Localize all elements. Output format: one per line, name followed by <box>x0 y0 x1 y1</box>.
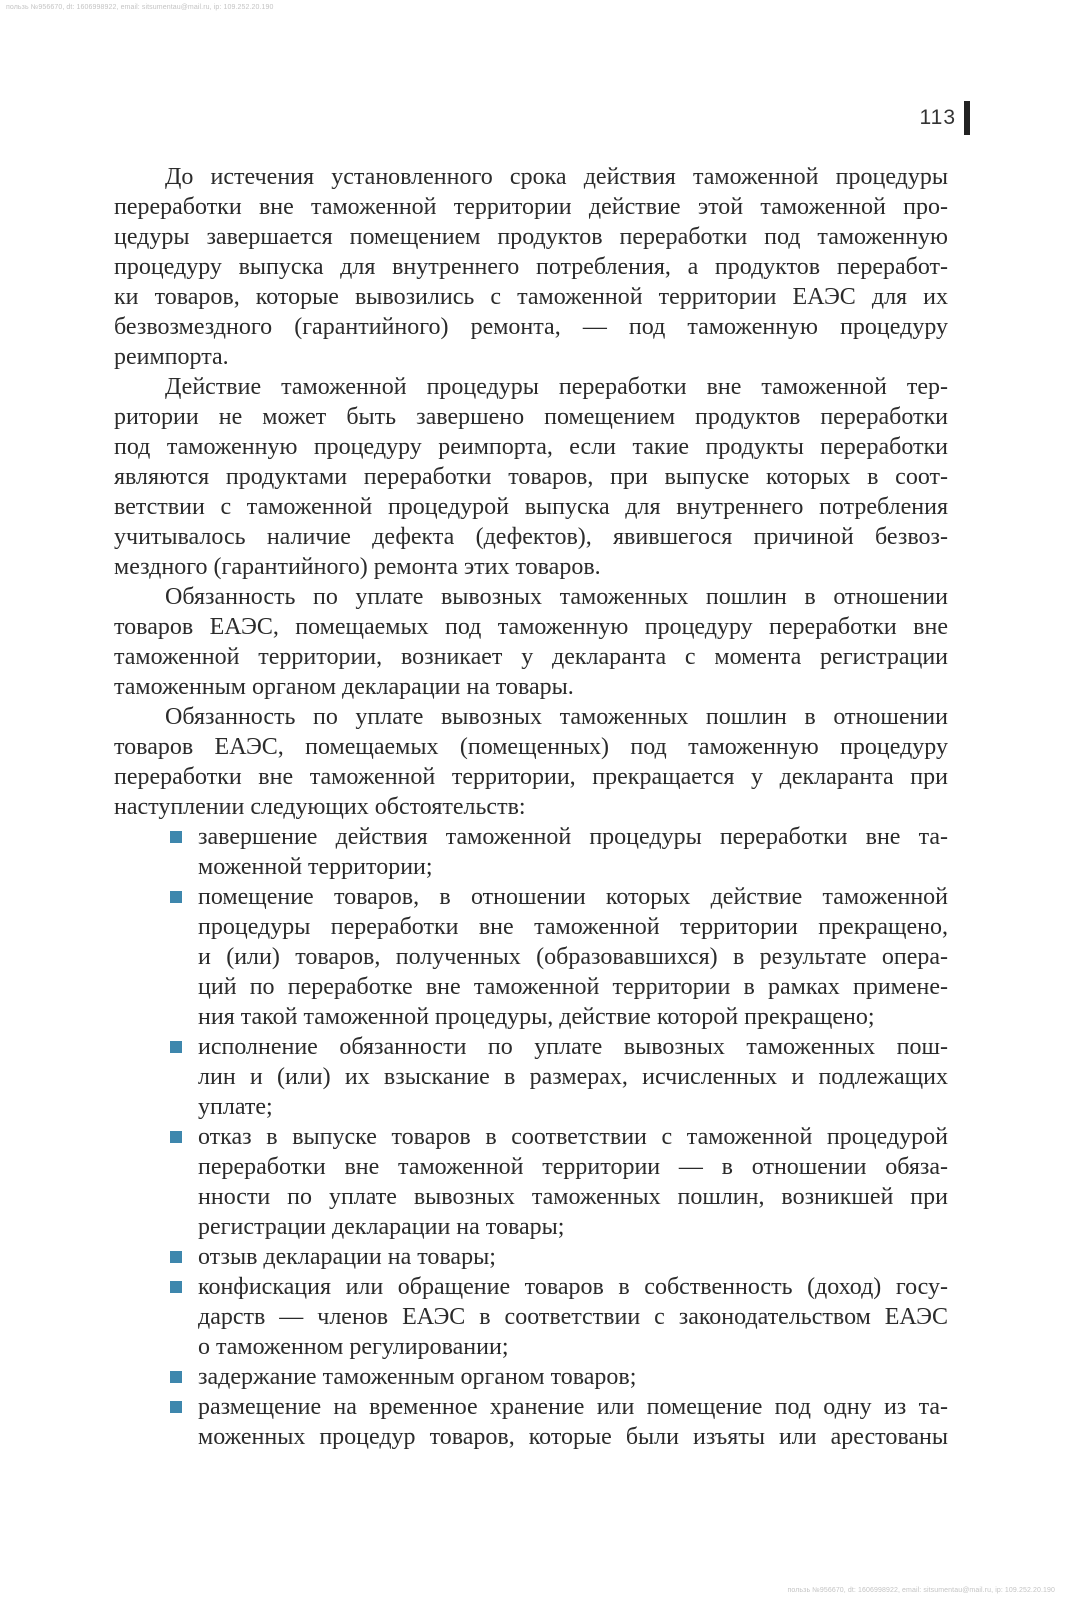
list-item-line <box>114 882 948 912</box>
paragraph-line: переработки вне таможенной территории, прекращается у декларанта при <box>114 764 948 790</box>
list-item-line <box>114 1182 948 1212</box>
list-item-text: нности по уплате вывозных таможенных пошлин, возникшей при <box>198 1184 948 1210</box>
list-item-text: исполнение обязанности по уплате вывозных таможенных пош- <box>198 1034 948 1060</box>
list-item-text: и (или) товаров, полученных (образовавшихся) в результате опера- <box>198 944 948 970</box>
list-item-text: ния такой таможенной процедуры, действие которой прекращено; <box>198 1004 875 1030</box>
bullet-list <box>114 822 948 1452</box>
list-item-line <box>114 1392 948 1422</box>
page-header <box>920 101 970 135</box>
paragraph-line: товаров ЕАЭС, помещаемых под таможенную процедуру переработки вне <box>114 614 948 640</box>
paragraph-line: под таможенную процедуру реимпорта, если такие продукты переработки <box>114 434 948 460</box>
paragraph-line: Обязанность по уплате вывозных таможенных пошлин в отношении <box>165 704 948 730</box>
list-item-text: уплате; <box>198 1094 273 1120</box>
paragraph-line: товаров ЕАЭС, помещаемых (помещенных) под таможенную процедуру <box>114 734 948 760</box>
square-bullet-icon <box>170 831 182 843</box>
paragraph-line: Обязанность по уплате вывозных таможенных пошлин в отношении <box>165 584 948 610</box>
paragraph-line: учитывалось наличие дефекта (дефектов), явившегося причиной безвоз- <box>114 524 948 550</box>
list-item-text: регистрации декларации на товары; <box>198 1214 565 1240</box>
list-item-line <box>114 1302 948 1332</box>
list-item-line <box>114 1272 948 1302</box>
list-item <box>114 1392 948 1452</box>
list-item-text: помещение товаров, в отношении которых действие таможенной <box>198 884 948 910</box>
list-item-text: процедуры переработки вне таможенной территории прекращено, <box>198 914 948 940</box>
paragraph-line: наступлении следующих обстоятельств: <box>114 794 526 820</box>
list-item-line <box>114 942 948 972</box>
list-item-text: конфискация или обращение товаров в собственность (доход) госу- <box>198 1274 948 1300</box>
paragraph <box>114 162 948 372</box>
list-item-text: ций по переработке вне таможенной территории в рамках примене- <box>198 974 948 1000</box>
square-bullet-icon <box>170 1371 182 1383</box>
list-item-line <box>114 852 948 882</box>
page-number-bar <box>964 101 970 135</box>
paragraph-line: цедуры завершается помещением продуктов переработки под таможенную <box>114 224 948 250</box>
paragraph-line: безвозмездного (гарантийного) ремонта, — под таможенную процедуру <box>114 314 948 340</box>
page-body <box>114 162 948 1452</box>
list-item-line <box>114 972 948 1002</box>
list-item-text: отзыв декларации на товары; <box>198 1244 496 1270</box>
list-item-line <box>114 1032 948 1062</box>
list-item-line <box>114 1212 948 1242</box>
paragraph-line: ки товаров, которые вывозились с таможенной территории ЕАЭС для их <box>114 284 948 310</box>
list-item-line <box>114 1332 948 1362</box>
paragraph-line: мездного (гарантийного) ремонта этих товаров. <box>114 554 601 580</box>
list-item-text: о таможенном регулировании; <box>198 1334 509 1360</box>
square-bullet-icon <box>170 1131 182 1143</box>
list-item-text: завершение действия таможенной процедуры переработки вне та- <box>198 824 948 850</box>
list-item-line <box>114 1062 948 1092</box>
paragraph <box>114 582 948 702</box>
paragraph-line: являются продуктами переработки товаров, при выпуске которых в соот- <box>114 464 948 490</box>
list-item-line <box>114 1242 948 1272</box>
watermark-top: пользь №956670, dt: 1606998922, email: sitsumentau@mail.ru, ip: 109.252.20.190 <box>6 4 274 11</box>
list-item-line <box>114 912 948 942</box>
list-item-line <box>114 1122 948 1152</box>
square-bullet-icon <box>170 1251 182 1263</box>
list-item-text: дарств — членов ЕАЭС в соответствии с законодательством ЕАЭС <box>198 1304 948 1330</box>
list-item-line <box>114 1092 948 1122</box>
list-item <box>114 1362 948 1392</box>
list-item-text: моженной территории; <box>198 854 433 880</box>
paragraph <box>114 702 948 822</box>
list-item-text: размещение на временное хранение или помещение под одну из та- <box>198 1394 948 1420</box>
page-number: 113 <box>919 106 956 129</box>
list-item <box>114 1032 948 1122</box>
square-bullet-icon <box>170 1281 182 1293</box>
list-item-line <box>114 1002 948 1032</box>
paragraph <box>114 372 948 582</box>
list-item-line <box>114 1422 948 1452</box>
list-item-text: отказ в выпуске товаров в соответствии с таможенной процедурой <box>198 1124 948 1150</box>
paragraph-line: реимпорта. <box>114 344 229 370</box>
list-item-line <box>114 1362 948 1392</box>
square-bullet-icon <box>170 1401 182 1413</box>
list-item-text: задержание таможенным органом товаров; <box>198 1364 637 1390</box>
list-item-line <box>114 1152 948 1182</box>
list-item <box>114 822 948 882</box>
paragraph-line: До истечения установленного срока действия таможенной процедуры <box>165 164 948 190</box>
paragraph-line: Действие таможенной процедуры переработки вне таможенной тер- <box>165 374 948 400</box>
list-item-text: переработки вне таможенной территории — в отношении обяза- <box>198 1154 948 1180</box>
square-bullet-icon <box>170 891 182 903</box>
watermark-bottom: пользь №956670, dt: 1606998922, email: sitsumentau@mail.ru, ip: 109.252.20.190 <box>787 1587 1055 1594</box>
list-item-text: моженных процедур товаров, которые были изъяты или арестованы <box>198 1424 948 1450</box>
paragraph-line: процедуру выпуска для внутреннего потребления, а продуктов переработ- <box>114 254 948 280</box>
square-bullet-icon <box>170 1041 182 1053</box>
paragraph-line: таможенным органом декларации на товары. <box>114 674 574 700</box>
list-item <box>114 882 948 1032</box>
list-item-text: лин и (или) их взыскание в размерах, исчисленных и подлежащих <box>198 1064 948 1090</box>
list-item <box>114 1242 948 1272</box>
list-item <box>114 1272 948 1362</box>
paragraph-line: таможенной территории, возникает у декларанта с момента регистрации <box>114 644 948 670</box>
paragraph-line: ветствии с таможенной процедурой выпуска для внутреннего потребления <box>114 494 948 520</box>
list-item <box>114 1122 948 1242</box>
paragraph-line: ритории не может быть завершено помещением продуктов переработки <box>114 404 948 430</box>
paragraph-line: переработки вне таможенной территории действие этой таможенной про- <box>114 194 948 220</box>
list-item-line <box>114 822 948 852</box>
